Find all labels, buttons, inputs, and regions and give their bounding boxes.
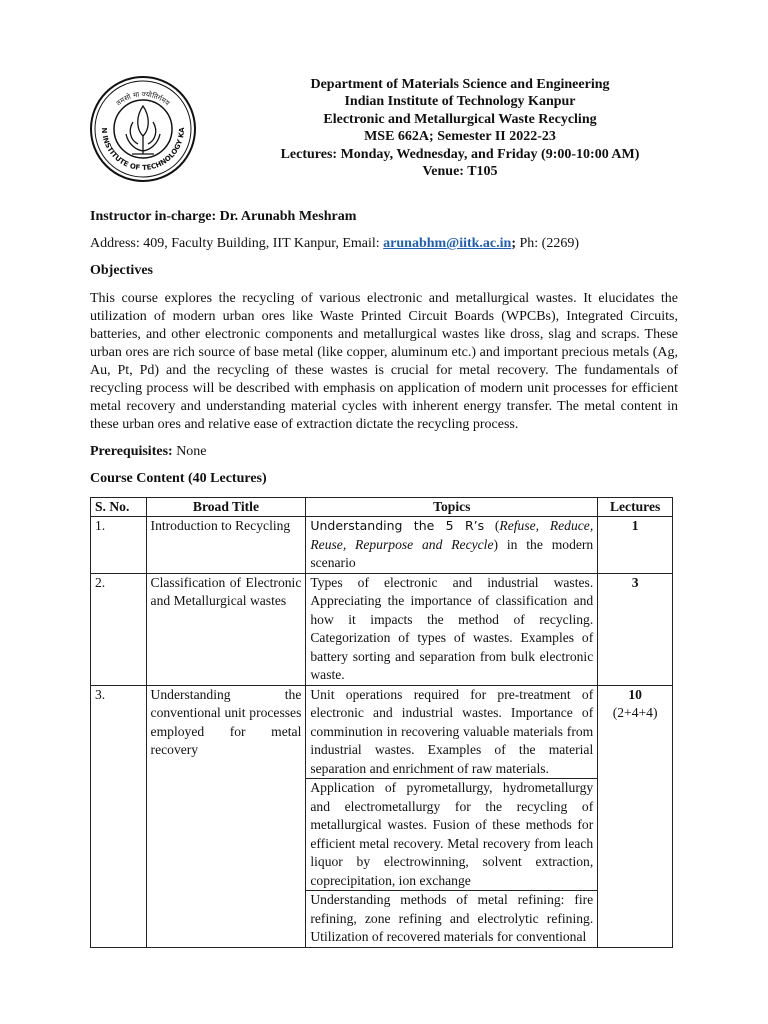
row-title: Understanding the conventional unit processes employed for metal recovery (146, 685, 306, 947)
lecture-schedule: Lectures: Monday, Wednesday, and Friday (9:00-10:00 AM) (280, 146, 640, 162)
topic-italic: Refuse, Reduce, Reuse, Repurpose and Recycle (310, 518, 594, 552)
course-code: MSE 662A; Semester II 2022-23 (364, 129, 556, 145)
row-sno: 3. (91, 685, 147, 947)
header-topics: Topics (306, 497, 598, 517)
venue: Venue: T105 (422, 164, 498, 180)
table-row (91, 517, 673, 574)
svg-text:तमसो मा ज्योतिर्गमय (115, 89, 172, 107)
row-lectures (598, 573, 673, 685)
row-topic: Unit operations required for pre-treatment of electronic and industrial wastes. Importance of comminution in recovering valuable materials from industrial wastes. Examples of the material separation and enrichment of raw materials. (306, 685, 598, 779)
header-sno: S. No. (91, 497, 147, 517)
course-content-table (90, 497, 673, 948)
lecture-count: 10 (628, 686, 642, 702)
lecture-split: (2+4+4) (612, 705, 658, 721)
row-sno: 1. (91, 517, 147, 574)
table-row (91, 685, 673, 779)
row-title: Introduction to Recycling (146, 517, 306, 574)
row-lectures (598, 517, 673, 574)
prerequisites-value: None (172, 443, 207, 459)
objectives-paragraph: This course explores the recycling of various electronic and metallurgical wastes. It elucidates the utilization of modern urban ores like Waste Printed Circuit Boards (WPCBs), Integrated Circuits, batteries, and other electronic components and metallurgical wastes like dross, slag and scraps. These urban ores are rich source of base metal (like copper, aluminum etc.) and important precious metals (Ag, Au, Pt, Pd) and the recycling of these wastes is crucial for metal recovery. The fundamentals of recycling process will be described with emphasis on application of modern unit processes for efficient metal recovery and understanding material cycles with inherent energy transfer. The metal content in these urban ores and relative ease of extraction dictate the recycling process. (90, 290, 678, 432)
iitk-logo (88, 74, 198, 184)
address-text: Address: 409, Faculty Building, IIT Kanpur, Email: (90, 236, 384, 252)
row-topic: Understanding methods of metal refining: fire refining, zone refining and electrolytic refining. Utilization of recovered materials for conventional (306, 891, 598, 948)
topic-part: Understanding the 5 R’s (310, 518, 485, 534)
row-topic: Application of pyrometallurgy, hydrometallurgy and electrometallurgy for the recycling of metallurgical wastes. Fusion of these methods for efficient metal recovery. Metal recovery from leach liquor by electrowinning, solvent extraction, coprecipitation, ion exchange (306, 779, 598, 891)
logo-ring-text: N INSTITUTE OF TECHNOLOGY KA (99, 127, 187, 173)
topic-part: ) in the modern scenario (310, 536, 594, 571)
prerequisites-label: Prerequisites: (90, 443, 173, 459)
lecture-count: 3 (631, 574, 639, 590)
table-row (91, 573, 673, 685)
objectives-heading: Objectives (90, 263, 153, 279)
lecture-count: 1 (631, 518, 639, 534)
course-header (240, 76, 680, 180)
institute-name: Indian Institute of Technology Kanpur (344, 94, 576, 110)
row-title: Classification of Electronic and Metallurgical wastes (146, 573, 306, 685)
course-name: Electronic and Metallurgical Waste Recycling (323, 111, 597, 127)
document-body (90, 208, 678, 948)
instructor-line: Instructor in-charge: Dr. Arunabh Meshram (90, 209, 357, 224)
email-link[interactable]: arunabhm@iitk.ac.in (383, 236, 512, 252)
course-content-heading: Course Content (40 Lectures) (90, 470, 267, 486)
address-line (90, 235, 678, 253)
row-topic (306, 517, 598, 574)
row-sno: 2. (91, 573, 147, 685)
header-lectures: Lectures (598, 497, 673, 517)
department-name: Department of Materials Science and Engineering (310, 77, 610, 92)
header-broad-title: Broad Title (146, 497, 306, 517)
row-topic: Types of electronic and industrial wastes. Appreciating the importance of classification and how it impacts the method of recycling. Categorization of types of wastes. Examples of battery sorting and separation from bulk electronic waste. (306, 573, 598, 685)
topic-part: ( (484, 518, 500, 534)
table-header-row (91, 497, 673, 517)
logo-top-text: तमसो मा ज्योतिर्गमय (114, 90, 172, 108)
address-semicolon: ; (511, 236, 516, 252)
row-lectures (598, 685, 673, 947)
phone-text: Ph: (2269) (516, 236, 579, 252)
prerequisites-line (90, 443, 678, 461)
